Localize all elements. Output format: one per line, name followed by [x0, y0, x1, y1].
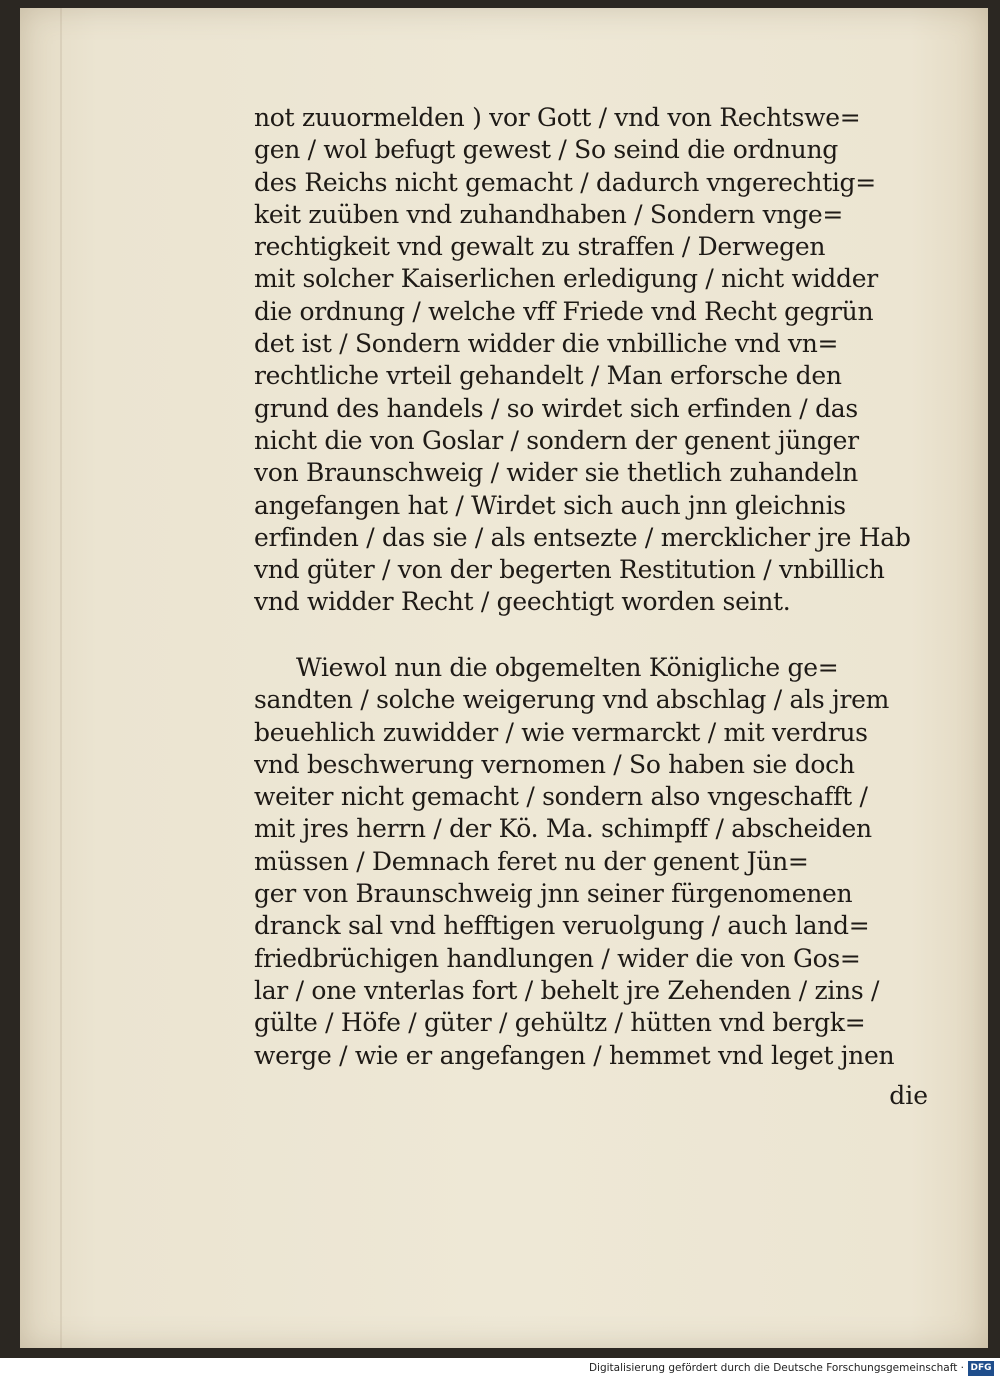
paragraph-1 — [254, 102, 944, 619]
text-line: vnd güter / von der begerten Restitution / vnbillich — [254, 555, 885, 585]
text-line: nicht die von Goslar / sondern der genent jünger — [254, 425, 859, 455]
text-line: not zuuormelden ) vor Gott / vnd von Rechtswe= — [254, 103, 861, 132]
text-line: des Reichs nicht gemacht / dadurch vngerechtig= — [254, 167, 876, 197]
text-line: rechtigkeit vnd gewalt zu straffen / Derwegen — [254, 232, 826, 262]
text-line: gülte / Höfe / güter / gehültz / hütten vnd bergk= — [254, 1008, 866, 1038]
text-line: erfinden / das sie / als entsezte / mercklicher jre Hab — [254, 522, 911, 552]
text-line: ger von Braunschweig jnn seiner fürgenomenen — [254, 879, 853, 909]
funding-notice: Digitalisierung gefördert durch die Deutsche Forschungsgemeinschaft · — [588, 1362, 964, 1374]
text-line: Wiewol nun die obgemelten Königliche ge= — [296, 653, 839, 682]
text-line: sandten / solche weigerung vnd abschlag / als jrem — [254, 685, 890, 715]
text-line: lar / one vnterlas fort / behelt jre Zehenden / zins / — [254, 975, 880, 1005]
text-line: angefangen hat / Wirdet sich auch jnn gleichnis — [254, 490, 846, 520]
dfg-logo: DFG — [968, 1361, 994, 1376]
text-line: mit solcher Kaiserlichen erledigung / nicht widder — [254, 264, 878, 294]
text-line: beuehlich zuwidder / wie vermarckt / mit verdrus — [254, 717, 868, 747]
text-line: mit jres herrn / der Kö. Ma. schimpff / abscheiden — [254, 814, 872, 844]
footer-bar — [0, 1358, 1000, 1380]
catchword: die — [889, 1081, 928, 1110]
text-line: grund des handels / so wirdet sich erfinden / das — [254, 393, 858, 423]
text-line: friedbrüchigen handlungen / wider die von Gos= — [254, 943, 861, 973]
text-line: die ordnung / welche vff Friede vnd Recht gegrün — [254, 296, 874, 326]
text-line: vnd widder Recht / geechtigt worden seint. — [254, 587, 791, 617]
text-line: rechtliche vrteil gehandelt / Man erforsche den — [254, 361, 842, 391]
text-line: keit zuüben vnd zuhandhaben / Sondern vnge= — [254, 199, 844, 229]
text-line: dranck sal vnd hefftigen veruolgung / auch land= — [254, 911, 870, 941]
paragraph-2 — [254, 652, 944, 1072]
text-line: müssen / Demnach feret nu der genent Jün= — [254, 846, 809, 876]
text-line: det ist / Sondern widder die vnbilliche vnd vn= — [254, 329, 839, 359]
text-line: gen / wol befugt gewest / So seind die ordnung — [254, 135, 838, 165]
text-line: weiter nicht gemacht / sondern also vngeschafft / — [254, 782, 868, 812]
text-line: werge / wie er angefangen / hemmet vnd leget jnen — [254, 1040, 895, 1070]
text-line: vnd beschwerung vernomen / So haben sie doch — [254, 749, 855, 779]
text-line: von Braunschweig / wider sie thetlich zuhandeln — [254, 458, 858, 488]
